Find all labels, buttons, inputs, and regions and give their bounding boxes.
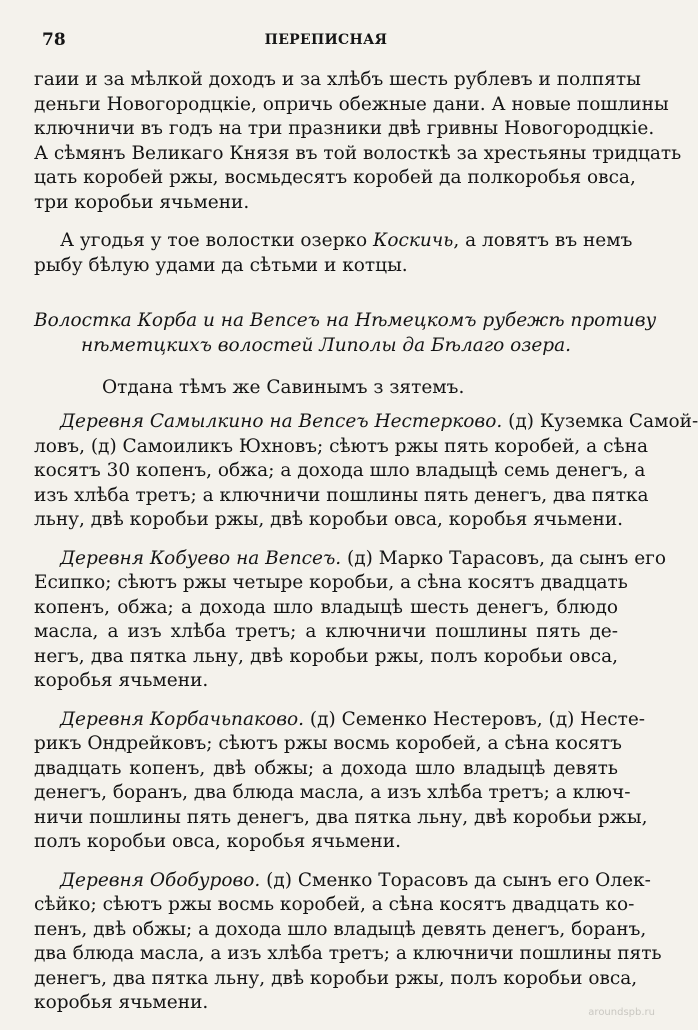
text-span: (д) Сменко Торасовъ да сынъ его Олек- <box>260 869 651 891</box>
given-to-line: Отдана тѣмъ же Савинымъ з зятемъ. <box>102 377 465 398</box>
text-line: полъ коробьи овса, коробья ячьмени. <box>34 831 401 852</box>
text-line: рикъ Ондрейковъ; сѣютъ ржы восмь коробей, а сѣна косятъ <box>34 733 622 754</box>
text-line: масла, а изъ хлѣба третъ; а ключничи пошлины пять де- <box>34 621 618 642</box>
village-name: Деревня Обобурово. <box>60 869 261 891</box>
intro-paragraph-1 <box>34 68 682 215</box>
text-span: А угодья у тое волостки озерко <box>60 230 374 251</box>
text-line: Есипко; сѣютъ ржы четыре коробьи, а сѣна косятъ двадцать <box>34 572 628 593</box>
lake-name: Коскичь <box>373 230 454 251</box>
text-line: сѣйко; сѣютъ ржы восмь коробей, а сѣна косятъ двадцать ко- <box>34 894 635 915</box>
text-line: цать коробей ржы, восмьдесятъ коробей да полкоробья овса, <box>34 167 636 188</box>
village-entry <box>34 708 648 855</box>
village-entry <box>34 547 666 694</box>
village-name: Деревня Кобуево на Вепсеъ. <box>60 547 342 569</box>
text-line: рыбу бѣлую удами да сѣтьми и котцы. <box>34 254 408 276</box>
text-span: (д) Куземка Самой- <box>502 411 698 432</box>
text-line: коробья ячьмени. <box>34 670 209 691</box>
watermark: aroundspb.ru <box>588 1007 655 1018</box>
text-line: денегъ, два пятка льну, двѣ коробьи ржы, полъ коробьи овса, <box>34 967 638 989</box>
text-line: денегъ, боранъ, два блюда масла, а изъ хлѣба третъ; а ключ- <box>34 782 631 803</box>
section-heading <box>34 308 657 358</box>
page-header <box>34 30 618 52</box>
text-line <box>34 410 698 435</box>
text-line: ловъ, (д) Самоиликъ Юхновъ; сѣютъ ржы пять коробей, а сѣна <box>34 435 648 457</box>
text-line: пенъ, двѣ обжы; а дохода шло владыцѣ девять денегъ, боранъ, <box>34 918 647 940</box>
heading-line: нѣметцкихъ волостей Липолы да Бѣлаго озера. <box>80 335 572 356</box>
village-entry <box>34 410 698 533</box>
text-line: льну, двѣ коробьи ржы, двѣ коробьи овса, коробья ячьмени. <box>34 509 624 530</box>
text-line <box>34 869 651 894</box>
village-name: Деревня Самылкино на Вепсеъ Нестерково. <box>60 411 503 432</box>
text-span: (д) Марко Тарасовъ, да сынъ его <box>341 547 666 569</box>
text-line: ничи пошлины пять денегъ, два пятка льну, двѣ коробьи ржы, <box>34 806 648 828</box>
text-line: негъ, два пятка льну, двѣ коробьи ржы, полъ коробьи овса, <box>34 645 618 667</box>
text-span: (д) Семенко Нестеровъ, (д) Несте- <box>303 708 646 730</box>
village-name: Деревня Корбачьпаково. <box>60 708 304 730</box>
text-line: изъ хлѣба третъ; а ключничи пошлины пять денегъ, два пятка <box>34 484 649 506</box>
text-line: три коробьи ячьмени. <box>34 191 250 213</box>
intro-paragraph-2 <box>34 229 633 278</box>
text-line: два блюда масла, а изъ хлѣба третъ; а ключничи пошлины пять <box>34 943 662 964</box>
text-line: двадцать копенъ, двѣ обжы; а дохода шло владыцѣ девять <box>34 757 618 779</box>
text-line: косятъ 30 копенъ, обжа; а дохода шло владыцѣ семь денегъ, а <box>34 460 646 481</box>
text-line <box>34 547 666 572</box>
text-line: деньги Новогородцкіе, опричь обежные дани. А новые пошлины <box>34 93 669 115</box>
text-line: А сѣмянъ Великаго Князя въ той волосткѣ за хрестьяны тридцать <box>34 142 682 164</box>
text-line: ключничи въ годъ на три празники двѣ гривны Новогородцкіе. <box>34 118 655 139</box>
heading-line: Волостка Корба и на Вепсеъ на Нѣмецкомъ рубежѣ противу <box>34 310 657 331</box>
text-line <box>34 229 633 254</box>
text-line: коробья ячьмени. <box>34 992 209 1013</box>
text-span: , а ловятъ въ немъ <box>453 230 633 251</box>
page-number: 78 <box>42 30 66 50</box>
running-title: ПЕРЕПИСНАЯ <box>264 32 388 48</box>
text-line <box>34 708 646 733</box>
text-line: гаии и за мѣлкой доходъ и за хлѣбъ шесть рублевъ и полпяты <box>34 69 641 90</box>
text-line: копенъ, обжа; а дохода шло владыцѣ шесть денегъ, блюдо <box>34 596 618 618</box>
